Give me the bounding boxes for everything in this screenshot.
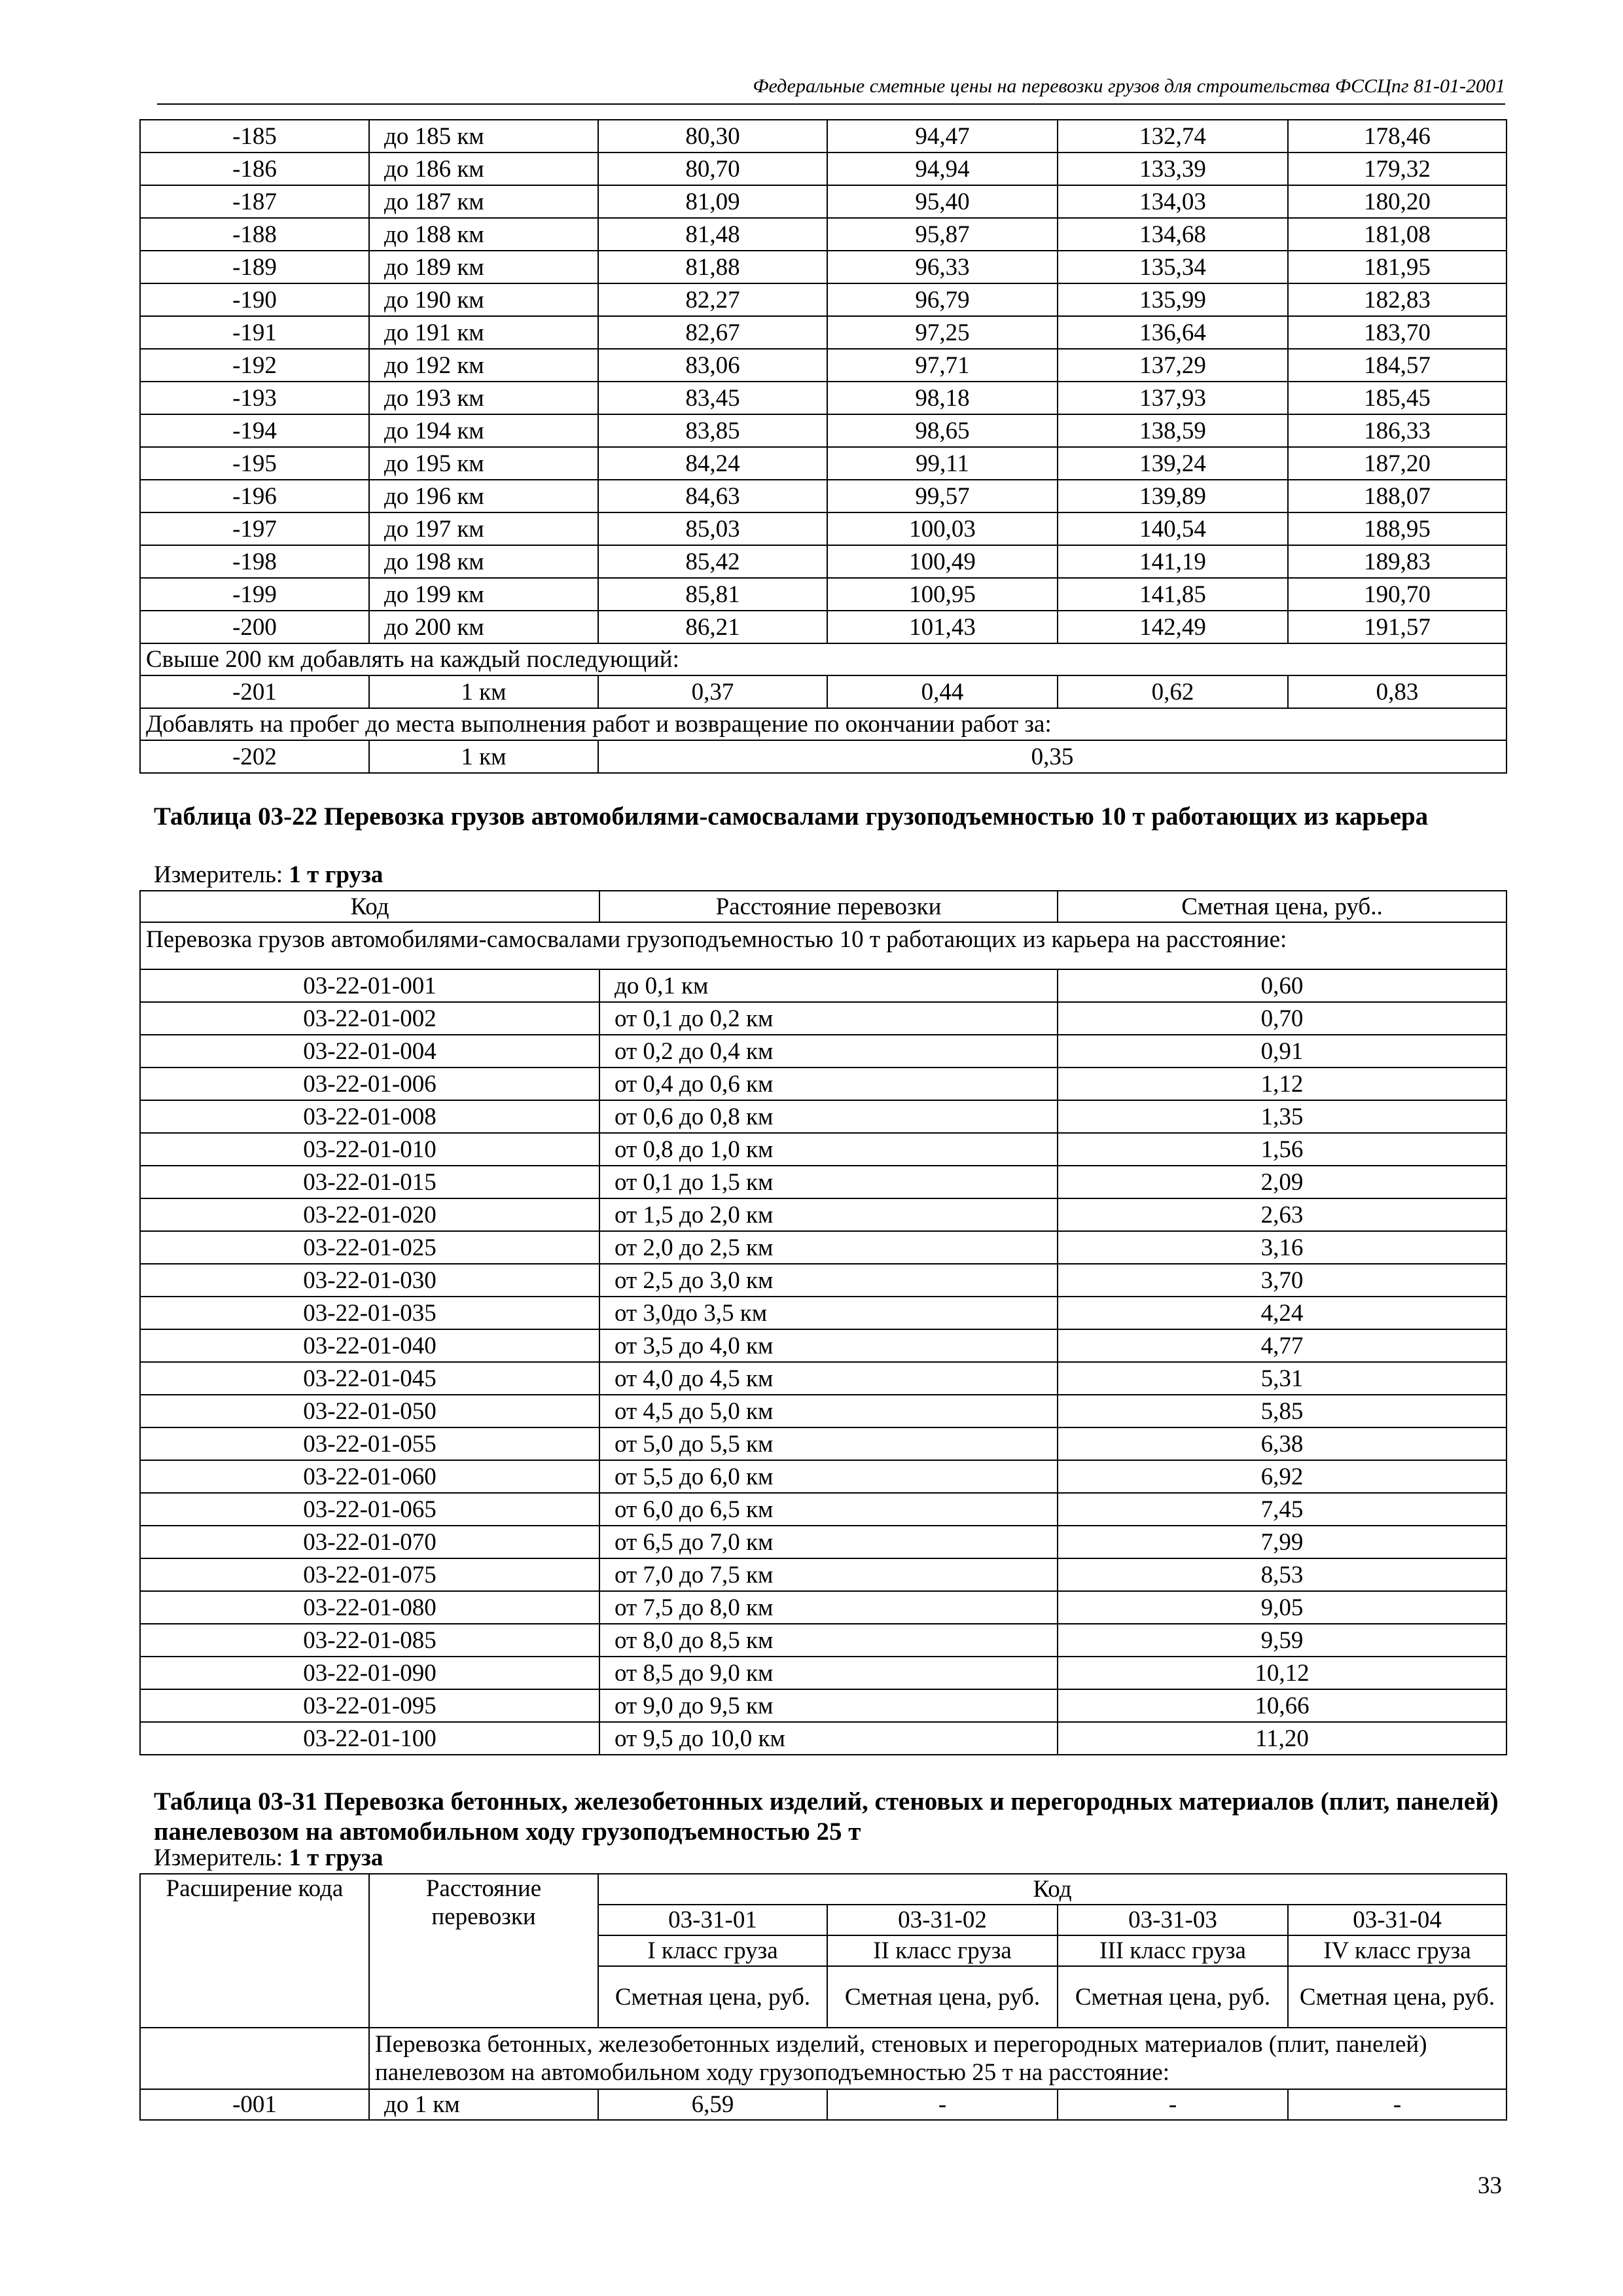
table-cell: 134,68 bbox=[1058, 218, 1288, 251]
note-row bbox=[140, 708, 1507, 740]
table-row bbox=[140, 611, 1507, 643]
table-row bbox=[140, 578, 1507, 611]
table-cell: 188,95 bbox=[1288, 512, 1507, 545]
column-header: Код bbox=[140, 891, 599, 922]
table-row bbox=[140, 1558, 1507, 1591]
table-row bbox=[140, 1198, 1507, 1231]
table-cell: 190,70 bbox=[1288, 578, 1507, 611]
distance-cell: от 2,0 до 2,5 км bbox=[599, 1231, 1058, 1264]
table-cell: 189,83 bbox=[1288, 545, 1507, 578]
price-cell: 9,05 bbox=[1058, 1591, 1507, 1624]
price-cell: 10,66 bbox=[1058, 1689, 1507, 1722]
table-row bbox=[140, 1362, 1507, 1395]
column-header: Расстояние перевозки bbox=[599, 891, 1058, 922]
table-row bbox=[140, 1493, 1507, 1526]
distance-cell: от 7,5 до 8,0 км bbox=[599, 1591, 1058, 1624]
code-cell: 03-22-01-020 bbox=[140, 1198, 599, 1231]
table-cell: до 188 км bbox=[369, 218, 598, 251]
class-header: I класс груза bbox=[598, 1935, 827, 1966]
table-cell: 0,83 bbox=[1288, 675, 1507, 708]
table-cell: 137,29 bbox=[1058, 349, 1288, 382]
distance-cell: от 0,8 до 1,0 км bbox=[599, 1133, 1058, 1166]
table-cell: -200 bbox=[140, 611, 369, 643]
table-cell: 6,59 bbox=[598, 2089, 827, 2120]
distance-cell: от 0,6 до 0,8 км bbox=[599, 1100, 1058, 1133]
table-row bbox=[140, 251, 1507, 283]
price-cell: 3,70 bbox=[1058, 1264, 1507, 1297]
table-row bbox=[140, 512, 1507, 545]
table-row bbox=[140, 120, 1507, 152]
header-row bbox=[140, 891, 1507, 922]
table-cell: 133,39 bbox=[1058, 152, 1288, 185]
distance-cell: от 9,5 до 10,0 км bbox=[599, 1722, 1058, 1755]
code-cell: 03-22-01-001 bbox=[140, 969, 599, 1002]
code-header: 03-31-02 bbox=[827, 1905, 1058, 1935]
table-cell: 97,25 bbox=[827, 316, 1058, 349]
price-cell: 4,24 bbox=[1058, 1297, 1507, 1329]
code-cell: 03-22-01-030 bbox=[140, 1264, 599, 1297]
table-cell: 98,65 bbox=[827, 414, 1058, 447]
table-row bbox=[140, 1657, 1507, 1689]
note-row bbox=[140, 643, 1507, 675]
table-cell: 95,40 bbox=[827, 185, 1058, 218]
table-cell: до 193 км bbox=[369, 382, 598, 414]
table-cell: 82,67 bbox=[598, 316, 827, 349]
table-cell: 97,71 bbox=[827, 349, 1058, 382]
table-cell: -193 bbox=[140, 382, 369, 414]
table-cell: до 189 км bbox=[369, 251, 598, 283]
table-row bbox=[140, 1133, 1507, 1166]
table-cell: 181,08 bbox=[1288, 218, 1507, 251]
table-cell: 83,45 bbox=[598, 382, 827, 414]
table-cell: -192 bbox=[140, 349, 369, 382]
table-cell: 0,44 bbox=[827, 675, 1058, 708]
table-03-22-description: Перевозка грузов автомобилями-самосвалами грузоподъемностью 10 т работающих из карьера на расстояние: bbox=[140, 922, 1507, 969]
table-row bbox=[140, 152, 1507, 185]
price-cell: 9,59 bbox=[1058, 1624, 1507, 1657]
table-cell: 95,87 bbox=[827, 218, 1058, 251]
table-03-31 bbox=[139, 1873, 1507, 2121]
table-cell: -195 bbox=[140, 447, 369, 480]
table-cell: 99,11 bbox=[827, 447, 1058, 480]
code-cell: 03-22-01-075 bbox=[140, 1558, 599, 1591]
price-cell: 10,12 bbox=[1058, 1657, 1507, 1689]
table-03-22 bbox=[139, 890, 1507, 1755]
table-cell: 139,24 bbox=[1058, 447, 1288, 480]
table-cell: 84,24 bbox=[598, 447, 827, 480]
table-note: Свыше 200 км добавлять на каждый последующий: bbox=[140, 643, 1507, 675]
table-cell: 134,03 bbox=[1058, 185, 1288, 218]
table-cell: до 197 км bbox=[369, 512, 598, 545]
table-cell: 0,35 bbox=[598, 740, 1507, 773]
table-cell: 83,06 bbox=[598, 349, 827, 382]
table-cell: -190 bbox=[140, 283, 369, 316]
table-row bbox=[140, 185, 1507, 218]
table-cell: 140,54 bbox=[1058, 512, 1288, 545]
col-dist-header: Расстояние перевозки bbox=[369, 1874, 598, 2028]
distance-cell: от 0,2 до 0,4 км bbox=[599, 1035, 1058, 1067]
table-cell: 135,99 bbox=[1058, 283, 1288, 316]
table-cell: до 198 км bbox=[369, 545, 598, 578]
table-cell: 94,47 bbox=[827, 120, 1058, 152]
code-cell: 03-22-01-035 bbox=[140, 1297, 599, 1329]
code-cell: 03-22-01-055 bbox=[140, 1427, 599, 1460]
table-cell: -186 bbox=[140, 152, 369, 185]
distance-cell: от 5,0 до 5,5 км bbox=[599, 1427, 1058, 1460]
price-cell: 4,77 bbox=[1058, 1329, 1507, 1362]
table-row bbox=[140, 1427, 1507, 1460]
code-cell: 03-22-01-100 bbox=[140, 1722, 599, 1755]
distance-cell: от 3,0до 3,5 км bbox=[599, 1297, 1058, 1329]
table-cell: 86,21 bbox=[598, 611, 827, 643]
table-row bbox=[140, 1231, 1507, 1264]
table-row bbox=[140, 1067, 1507, 1100]
code-header: 03-31-01 bbox=[598, 1905, 827, 1935]
col-code-header: Код bbox=[598, 1874, 1507, 1905]
distance-cell: от 7,0 до 7,5 км bbox=[599, 1558, 1058, 1591]
table-cell: 94,94 bbox=[827, 152, 1058, 185]
code-header: 03-31-04 bbox=[1288, 1905, 1507, 1935]
distance-cell: от 1,5 до 2,0 км bbox=[599, 1198, 1058, 1231]
table-row bbox=[140, 740, 1507, 773]
table-cell: до 200 км bbox=[369, 611, 598, 643]
table-cell: 99,57 bbox=[827, 480, 1058, 512]
table-cell: 139,89 bbox=[1058, 480, 1288, 512]
table-cell: - bbox=[1288, 2089, 1507, 2120]
distance-cell: от 6,0 до 6,5 км bbox=[599, 1493, 1058, 1526]
code-cell: 03-22-01-080 bbox=[140, 1591, 599, 1624]
table-row bbox=[140, 969, 1507, 1002]
table-cell: -194 bbox=[140, 414, 369, 447]
table-cell: 135,34 bbox=[1058, 251, 1288, 283]
price-header: Сметная цена, руб. bbox=[598, 1966, 827, 2028]
table-03-31-measure: Измеритель: 1 т груза bbox=[154, 1844, 383, 1871]
table-cell: -001 bbox=[140, 2089, 369, 2120]
table-cell: 187,20 bbox=[1288, 447, 1507, 480]
price-cell: 5,31 bbox=[1058, 1362, 1507, 1395]
page-number: 33 bbox=[1478, 2172, 1502, 2199]
class-header: II класс груза bbox=[827, 1935, 1058, 1966]
table-cell: -191 bbox=[140, 316, 369, 349]
code-cell: 03-22-01-090 bbox=[140, 1657, 599, 1689]
price-cell: 3,16 bbox=[1058, 1231, 1507, 1264]
table-cell: 142,49 bbox=[1058, 611, 1288, 643]
price-cell: 1,56 bbox=[1058, 1133, 1507, 1166]
table-cell: 100,95 bbox=[827, 578, 1058, 611]
table-cell: 81,88 bbox=[598, 251, 827, 283]
table-cell: 85,81 bbox=[598, 578, 827, 611]
code-cell: 03-22-01-070 bbox=[140, 1526, 599, 1558]
table-cell: 186,33 bbox=[1288, 414, 1507, 447]
price-cell: 2,09 bbox=[1058, 1166, 1507, 1198]
table-cell: 188,07 bbox=[1288, 480, 1507, 512]
table-continuation bbox=[139, 119, 1507, 774]
price-cell: 7,99 bbox=[1058, 1526, 1507, 1558]
table-row bbox=[140, 447, 1507, 480]
distance-cell: от 8,5 до 9,0 км bbox=[599, 1657, 1058, 1689]
price-cell: 0,60 bbox=[1058, 969, 1507, 1002]
table-cell: 80,70 bbox=[598, 152, 827, 185]
table-cell: 183,70 bbox=[1288, 316, 1507, 349]
table-cell: до 196 км bbox=[369, 480, 598, 512]
table-cell: 96,33 bbox=[827, 251, 1058, 283]
table-cell: 100,03 bbox=[827, 512, 1058, 545]
table-cell: 138,59 bbox=[1058, 414, 1288, 447]
table-row bbox=[140, 1297, 1507, 1329]
table-cell: 84,63 bbox=[598, 480, 827, 512]
table-row bbox=[140, 218, 1507, 251]
table-cell: 136,64 bbox=[1058, 316, 1288, 349]
table-row bbox=[140, 1460, 1507, 1493]
distance-cell: от 4,5 до 5,0 км bbox=[599, 1395, 1058, 1427]
code-cell: 03-22-01-006 bbox=[140, 1067, 599, 1100]
table-cell: - bbox=[1058, 2089, 1288, 2120]
code-cell: 03-22-01-040 bbox=[140, 1329, 599, 1362]
price-cell: 6,92 bbox=[1058, 1460, 1507, 1493]
table-cell: до 191 км bbox=[369, 316, 598, 349]
class-header: III класс груза bbox=[1058, 1935, 1288, 1966]
table-cell: 85,42 bbox=[598, 545, 827, 578]
price-cell: 5,85 bbox=[1058, 1395, 1507, 1427]
table-cell: 178,46 bbox=[1288, 120, 1507, 152]
table-cell: 1 км bbox=[369, 675, 598, 708]
table-row bbox=[140, 1395, 1507, 1427]
table-row bbox=[140, 1166, 1507, 1198]
table-cell: 185,45 bbox=[1288, 382, 1507, 414]
price-cell: 7,45 bbox=[1058, 1493, 1507, 1526]
table-cell: 181,95 bbox=[1288, 251, 1507, 283]
table-cell: -189 bbox=[140, 251, 369, 283]
price-cell: 0,91 bbox=[1058, 1035, 1507, 1067]
table-row bbox=[140, 382, 1507, 414]
table-03-31-title: Таблица 03-31 Перевозка бетонных, железобетонных изделий, стеновых и перегородных материалов (плит, панелей) панелевозом на автомобильном ходу грузоподъемностью 25 т bbox=[154, 1787, 1499, 1846]
code-cell: 03-22-01-004 bbox=[140, 1035, 599, 1067]
distance-cell: до 0,1 км bbox=[599, 969, 1058, 1002]
table-cell: - bbox=[827, 2089, 1058, 2120]
description-row bbox=[140, 922, 1507, 969]
code-cell: 03-22-01-045 bbox=[140, 1362, 599, 1395]
table-row bbox=[140, 1689, 1507, 1722]
table-row bbox=[140, 1002, 1507, 1035]
table-cell: 180,20 bbox=[1288, 185, 1507, 218]
table-03-22-measure: Измеритель: 1 т груза bbox=[154, 861, 383, 888]
table-cell: 80,30 bbox=[598, 120, 827, 152]
table-cell: 141,85 bbox=[1058, 578, 1288, 611]
table-cell: 98,18 bbox=[827, 382, 1058, 414]
table-cell: 179,32 bbox=[1288, 152, 1507, 185]
table-row bbox=[140, 480, 1507, 512]
distance-cell: от 5,5 до 6,0 км bbox=[599, 1460, 1058, 1493]
table-cell: 182,83 bbox=[1288, 283, 1507, 316]
price-cell: 0,70 bbox=[1058, 1002, 1507, 1035]
table-cell: до 192 км bbox=[369, 349, 598, 382]
table-cell: 191,57 bbox=[1288, 611, 1507, 643]
table-row bbox=[140, 675, 1507, 708]
table-cell: -199 bbox=[140, 578, 369, 611]
table-row bbox=[140, 349, 1507, 382]
code-cell: 03-22-01-060 bbox=[140, 1460, 599, 1493]
table-cell: 82,27 bbox=[598, 283, 827, 316]
table-cell: -187 bbox=[140, 185, 369, 218]
table-row bbox=[140, 1624, 1507, 1657]
table-cell: до 187 км bbox=[369, 185, 598, 218]
table-row bbox=[140, 283, 1507, 316]
desc-spacer bbox=[140, 2028, 369, 2089]
col-ext-header: Расширение кода bbox=[140, 1874, 369, 2028]
table-cell: 100,49 bbox=[827, 545, 1058, 578]
table-cell: -188 bbox=[140, 218, 369, 251]
code-cell: 03-22-01-008 bbox=[140, 1100, 599, 1133]
table-03-31-description: Перевозка бетонных, железобетонных изделий, стеновых и перегородных материалов (плит, панелей) панелевозом на автомобильном ходу грузоподъемностью 25 т на расстояние: bbox=[369, 2028, 1507, 2089]
table-cell: -202 bbox=[140, 740, 369, 773]
table-cell: 83,85 bbox=[598, 414, 827, 447]
table-cell: -198 bbox=[140, 545, 369, 578]
code-header: 03-31-03 bbox=[1058, 1905, 1288, 1935]
table-row bbox=[140, 1264, 1507, 1297]
distance-cell: от 2,5 до 3,0 км bbox=[599, 1264, 1058, 1297]
table-row bbox=[140, 316, 1507, 349]
table-03-22-title: Таблица 03-22 Перевозка грузов автомобилями-самосвалами грузоподъемностью 10 т работающих из карьера bbox=[154, 802, 1429, 831]
price-header: Сметная цена, руб. bbox=[1058, 1966, 1288, 2028]
code-cell: 03-22-01-085 bbox=[140, 1624, 599, 1657]
table-cell: 141,19 bbox=[1058, 545, 1288, 578]
price-cell: 8,53 bbox=[1058, 1558, 1507, 1591]
table-row bbox=[140, 1100, 1507, 1133]
code-cell: 03-22-01-002 bbox=[140, 1002, 599, 1035]
table-row bbox=[140, 1722, 1507, 1755]
code-cell: 03-22-01-025 bbox=[140, 1231, 599, 1264]
table-row bbox=[140, 1329, 1507, 1362]
table-cell: -185 bbox=[140, 120, 369, 152]
table-cell: 1 км bbox=[369, 740, 598, 773]
table-cell: до 185 км bbox=[369, 120, 598, 152]
code-cell: 03-22-01-065 bbox=[140, 1493, 599, 1526]
table-cell: 184,57 bbox=[1288, 349, 1507, 382]
price-cell: 1,35 bbox=[1058, 1100, 1507, 1133]
table-row bbox=[140, 414, 1507, 447]
table-cell: 0,62 bbox=[1058, 675, 1288, 708]
price-cell: 1,12 bbox=[1058, 1067, 1507, 1100]
table-cell: до 199 км bbox=[369, 578, 598, 611]
running-header: Федеральные сметные цены на перевозки грузов для строительства ФССЦпг 81-01-2001 bbox=[157, 73, 1505, 105]
table-cell: до 194 км bbox=[369, 414, 598, 447]
table-cell: до 190 км bbox=[369, 283, 598, 316]
table-cell: 137,93 bbox=[1058, 382, 1288, 414]
table-row bbox=[140, 1591, 1507, 1624]
code-cell: 03-22-01-015 bbox=[140, 1166, 599, 1198]
price-cell: 11,20 bbox=[1058, 1722, 1507, 1755]
code-cell: 03-22-01-095 bbox=[140, 1689, 599, 1722]
table-row bbox=[140, 1035, 1507, 1067]
table-cell: до 195 км bbox=[369, 447, 598, 480]
distance-cell: от 3,5 до 4,0 км bbox=[599, 1329, 1058, 1362]
price-header: Сметная цена, руб. bbox=[827, 1966, 1058, 2028]
distance-cell: от 0,4 до 0,6 км bbox=[599, 1067, 1058, 1100]
code-cell: 03-22-01-050 bbox=[140, 1395, 599, 1427]
table-cell: 132,74 bbox=[1058, 120, 1288, 152]
table-cell: 81,48 bbox=[598, 218, 827, 251]
distance-cell: от 8,0 до 8,5 км bbox=[599, 1624, 1058, 1657]
table-note: Добавлять на пробег до места выполнения работ и возвращение по окончании работ за: bbox=[140, 708, 1507, 740]
price-header: Сметная цена, руб. bbox=[1288, 1966, 1507, 2028]
table-cell: 0,37 bbox=[598, 675, 827, 708]
table-row bbox=[140, 1526, 1507, 1558]
distance-cell: от 0,1 до 1,5 км bbox=[599, 1166, 1058, 1198]
class-header: IV класс груза bbox=[1288, 1935, 1507, 1966]
distance-cell: от 6,5 до 7,0 км bbox=[599, 1526, 1058, 1558]
table-cell: 96,79 bbox=[827, 283, 1058, 316]
code-cell: 03-22-01-010 bbox=[140, 1133, 599, 1166]
table-cell: -196 bbox=[140, 480, 369, 512]
price-cell: 6,38 bbox=[1058, 1427, 1507, 1460]
table-cell: 81,09 bbox=[598, 185, 827, 218]
distance-cell: от 0,1 до 0,2 км bbox=[599, 1002, 1058, 1035]
table-row bbox=[140, 545, 1507, 578]
price-cell: 2,63 bbox=[1058, 1198, 1507, 1231]
table-cell: -197 bbox=[140, 512, 369, 545]
table-cell: до 186 км bbox=[369, 152, 598, 185]
table-cell: до 1 км bbox=[369, 2089, 598, 2120]
table-cell: 101,43 bbox=[827, 611, 1058, 643]
distance-cell: от 9,0 до 9,5 км bbox=[599, 1689, 1058, 1722]
table-cell: -201 bbox=[140, 675, 369, 708]
distance-cell: от 4,0 до 4,5 км bbox=[599, 1362, 1058, 1395]
column-header: Сметная цена, руб.. bbox=[1058, 891, 1507, 922]
table-cell: 85,03 bbox=[598, 512, 827, 545]
